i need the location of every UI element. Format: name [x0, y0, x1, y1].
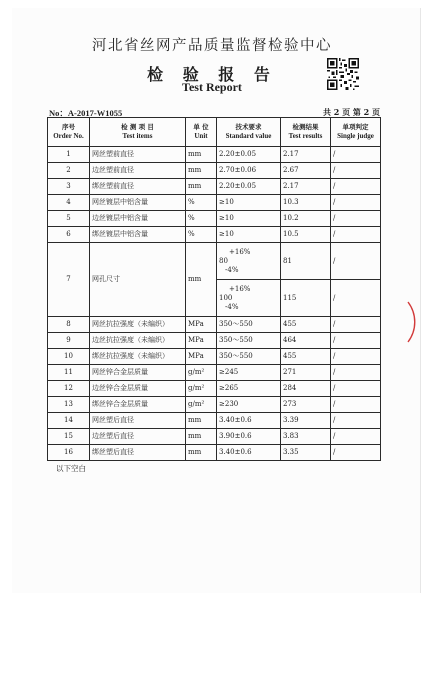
header-unit	[186, 118, 217, 147]
table-row	[48, 381, 381, 397]
cell-order-no: 2	[48, 163, 90, 179]
table-row	[48, 429, 381, 445]
table-row	[48, 195, 381, 211]
table-body-lower	[48, 317, 381, 461]
cell-single-judge: /	[331, 195, 381, 211]
cell-single-judge: /	[331, 365, 381, 381]
cell-test-result: 81	[281, 243, 331, 280]
cell-single-judge: /	[331, 243, 381, 280]
report-number: No：A-2017-W1055	[49, 108, 123, 118]
cell-single-judge: /	[331, 397, 381, 413]
red-edge-mark	[404, 300, 418, 344]
header-order-no	[48, 118, 90, 147]
cell-unit: g/m²	[186, 365, 217, 381]
cell-single-judge: /	[331, 381, 381, 397]
cell-order-no: 3	[48, 179, 90, 195]
cell-test-result: 3.83	[281, 429, 331, 445]
cell-test-item: 绑丝塑前直径	[90, 179, 186, 195]
cell-standard-value: 2.70±0.06	[217, 163, 281, 179]
cell-standard-value: ≥230	[217, 397, 281, 413]
table-row	[48, 227, 381, 243]
cell-single-judge: /	[331, 413, 381, 429]
cell-test-result: 284	[281, 381, 331, 397]
header-cn: 技术要求	[235, 123, 262, 131]
header-cn: 序号	[62, 123, 75, 131]
table-row	[48, 211, 381, 227]
table-row	[48, 397, 381, 413]
cell-order-no: 15	[48, 429, 90, 445]
cell-order-no: 13	[48, 397, 90, 413]
tolerance-minus: -4%	[225, 302, 239, 311]
cell-test-item: 边丝镀层中铝含量	[90, 211, 186, 227]
cell-standard-value: 350～550	[217, 349, 281, 365]
header-en: Unit	[194, 132, 208, 140]
cell-standard-value: ≥10	[217, 195, 281, 211]
cell-order-no: 9	[48, 333, 90, 349]
cell-standard-value: ≥10	[217, 211, 281, 227]
cell-test-item: 绑丝镀层中铝含量	[90, 227, 186, 243]
page-count: 共 2 页 第 2 页	[322, 107, 380, 117]
cell-single-judge: /	[331, 349, 381, 365]
cell-test-item: 网丝塑后直径	[90, 413, 186, 429]
cell-test-item: 绑丝抗拉强度（未编织）	[90, 349, 186, 365]
cell-order-no: 7	[48, 243, 90, 317]
tolerance-minus: -4%	[225, 265, 239, 274]
cell-standard-value: ≥265	[217, 381, 281, 397]
cell-standard-value: 3.40±0.6	[217, 445, 281, 461]
cell-unit: mm	[186, 163, 217, 179]
cell-test-result: 10.2	[281, 211, 331, 227]
cell-order-no: 14	[48, 413, 90, 429]
cell-unit: %	[186, 227, 217, 243]
header-test-items	[90, 118, 186, 147]
cell-single-judge: /	[331, 333, 381, 349]
cell-unit: %	[186, 211, 217, 227]
table-row	[48, 243, 381, 280]
cell-single-judge: /	[331, 147, 381, 163]
cell-test-result: 2.17	[281, 147, 331, 163]
header-en: Test items	[122, 132, 153, 140]
cell-unit: mm	[186, 429, 217, 445]
cell-test-result: 271	[281, 365, 331, 381]
cell-unit: mm	[186, 413, 217, 429]
table-header-row	[48, 118, 381, 147]
cell-order-no: 11	[48, 365, 90, 381]
cell-test-result: 10.3	[281, 195, 331, 211]
cell-standard-value: 2.20±0.05	[217, 179, 281, 195]
cell-order-no: 8	[48, 317, 90, 333]
cell-unit: MPa	[186, 317, 217, 333]
cell-test-result: 115	[281, 280, 331, 317]
report-title-en: Test Report	[182, 80, 242, 94]
tolerance-plus: +16%	[229, 247, 251, 256]
table-row	[48, 147, 381, 163]
cell-standard-value: 3.40±0.6	[217, 413, 281, 429]
tolerance-plus: +16%	[229, 284, 251, 293]
cell-single-judge: /	[331, 317, 381, 333]
cell-single-judge: /	[331, 163, 381, 179]
cell-standard-value	[217, 280, 281, 317]
table-row	[48, 317, 381, 333]
table-body-upper	[48, 147, 381, 243]
cell-test-item: 绑丝塑后直径	[90, 445, 186, 461]
cell-test-result: 3.39	[281, 413, 331, 429]
cell-single-judge: /	[331, 211, 381, 227]
page-margin-bottom	[0, 593, 424, 700]
cell-unit: mm	[186, 445, 217, 461]
nominal-value: 100	[219, 293, 233, 302]
table-row	[48, 179, 381, 195]
header-test-results	[281, 118, 331, 147]
cell-unit: g/m²	[186, 381, 217, 397]
table-row	[48, 163, 381, 179]
cell-test-item: 网丝镀层中铝含量	[90, 195, 186, 211]
cell-test-item: 网丝锌合金层质量	[90, 365, 186, 381]
cell-test-result: 455	[281, 349, 331, 365]
cell-single-judge: /	[331, 179, 381, 195]
cell-test-item: 边丝抗拉强度（未编织）	[90, 333, 186, 349]
cell-test-result: 3.35	[281, 445, 331, 461]
cell-test-result: 464	[281, 333, 331, 349]
header-cn: 检 测 项 目	[121, 123, 154, 131]
cell-order-no: 12	[48, 381, 90, 397]
cell-standard-value: 3.90±0.6	[217, 429, 281, 445]
cell-standard-value: 350～550	[217, 317, 281, 333]
mesh-size-rows	[48, 243, 381, 317]
cell-unit: g/m²	[186, 397, 217, 413]
cell-unit: MPa	[186, 333, 217, 349]
cell-test-result: 2.17	[281, 179, 331, 195]
header-single-judge	[331, 118, 381, 147]
cell-test-item: 网丝抗拉强度（未编织）	[90, 317, 186, 333]
cell-test-result: 455	[281, 317, 331, 333]
cell-single-judge: /	[331, 280, 381, 317]
cell-order-no: 6	[48, 227, 90, 243]
cell-single-judge: /	[331, 445, 381, 461]
cell-order-no: 16	[48, 445, 90, 461]
header-en: Standard value	[225, 132, 272, 140]
cell-order-no: 10	[48, 349, 90, 365]
cell-test-item: 网丝塑前直径	[90, 147, 186, 163]
cell-test-item: 绑丝锌合金层质量	[90, 397, 186, 413]
cell-order-no: 4	[48, 195, 90, 211]
cell-standard-value: ≥10	[217, 227, 281, 243]
nominal-value: 80	[219, 256, 228, 265]
header-en: Test results	[288, 132, 323, 140]
cell-test-result: 2.67	[281, 163, 331, 179]
header-en: Single judge	[337, 132, 374, 140]
table-row	[48, 445, 381, 461]
qr-code-icon	[327, 58, 359, 90]
cell-standard-value: 350～550	[217, 333, 281, 349]
end-of-report-note: 以下空白	[56, 464, 86, 473]
cell-test-item: 边丝塑前直径	[90, 163, 186, 179]
cell-unit: %	[186, 195, 217, 211]
organization-name: 河北省丝网产品质量监督检验中心	[92, 38, 332, 54]
cell-unit: MPa	[186, 349, 217, 365]
cell-standard-value: 2.20±0.05	[217, 147, 281, 163]
header-cn: 检测结果	[292, 123, 319, 131]
cell-single-judge: /	[331, 227, 381, 243]
header-standard-value	[217, 118, 281, 147]
cell-unit: mm	[186, 179, 217, 195]
cell-unit: mm	[186, 147, 217, 163]
table-row	[48, 349, 381, 365]
cell-test-item: 边丝塑后直径	[90, 429, 186, 445]
cell-test-item: 网孔尺寸	[90, 243, 186, 317]
cell-standard-value	[217, 243, 281, 280]
cell-single-judge: /	[331, 429, 381, 445]
table-row	[48, 333, 381, 349]
cell-standard-value: ≥245	[217, 365, 281, 381]
header-cn: 单项判定	[342, 123, 369, 131]
report-title-cn: 检 验 报 告	[147, 65, 277, 84]
cell-test-result: 10.5	[281, 227, 331, 243]
cell-order-no: 5	[48, 211, 90, 227]
cell-test-result: 273	[281, 397, 331, 413]
cell-test-item: 边丝锌合金层质量	[90, 381, 186, 397]
test-results-table	[47, 117, 381, 461]
table-row	[48, 365, 381, 381]
cell-order-no: 1	[48, 147, 90, 163]
cell-unit: mm	[186, 243, 217, 317]
header-cn: 单 位	[193, 123, 209, 131]
header-en: Order No.	[53, 132, 84, 140]
table-row	[48, 413, 381, 429]
